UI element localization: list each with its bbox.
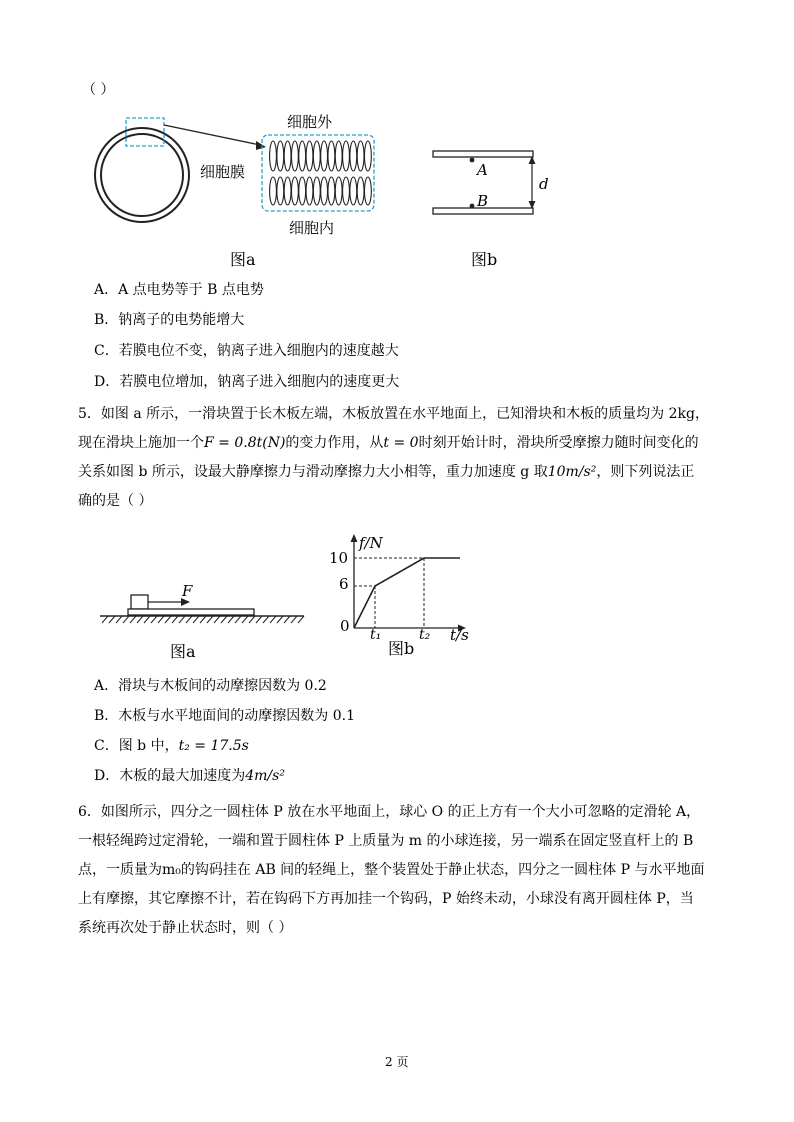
lipid-loop [277, 177, 284, 205]
q5-gravity-formula: 10m/s² [547, 464, 597, 480]
q5-line-1: 5．如图 a 所示，一滑块置于长木板左端，木板放置在水平地面上，已知滑块和木板的质量均为 2kg， [78, 406, 709, 422]
hatch-mark [221, 616, 227, 623]
hatch-mark [207, 616, 213, 623]
hatch-mark [179, 616, 185, 623]
lipid-loop [270, 177, 277, 205]
figure-cell-membrane [90, 105, 400, 275]
y-axis-label: f/N [359, 534, 383, 552]
hatch-mark [270, 616, 276, 623]
membrane-label: 细胞膜 [200, 163, 246, 181]
q5-line-3 [78, 458, 718, 487]
lipid-loop [343, 177, 350, 205]
lipid-loop [321, 177, 328, 205]
outside-label: 细胞外 [287, 113, 333, 131]
point-b-dot [470, 204, 475, 209]
friction-time-chart [318, 528, 493, 668]
hatch-mark [284, 616, 290, 623]
lipid-loop [335, 141, 342, 171]
t2-tick-label: t₂ [419, 627, 431, 643]
q4-option-b: B．钠离子的电势能增大 [94, 312, 245, 328]
figure-parallel-plates [425, 140, 555, 275]
figure-a-caption: 图a [230, 250, 256, 269]
hatch-mark [277, 616, 283, 623]
zoom-box-small [126, 118, 164, 146]
question-answer-bracket: （ ） [82, 82, 115, 98]
q5-option-c-formula: t₂ = 17.5s [178, 738, 249, 754]
force-label: F [182, 582, 193, 600]
t1-tick-label: t₁ [370, 627, 382, 643]
q6-line-4: 上有摩擦，其它摩擦不计，若在钩码下方再加挂一个钩码，P 始终未动，小球没有离开圆柱体 P，当 [78, 891, 694, 907]
lipid-loop [328, 141, 335, 171]
hatch-mark [263, 616, 269, 623]
point-a-label: A [477, 161, 488, 179]
lipid-loop [284, 177, 291, 205]
figure-slider-board [98, 580, 313, 665]
long-board [128, 609, 254, 615]
hatch-mark [249, 616, 255, 623]
hatch-mark [123, 616, 129, 623]
zoom-arrow-line [164, 125, 260, 145]
q6-line-3: 点，一质量为m₀的钩码挂在 AB 间的轻绳上，整个装置处于静止状态，四分之一圆柱体 P 与水平地面 [78, 862, 705, 878]
q6-line-5: 系统再次处于静止状态时，则（ ） [78, 920, 293, 936]
lipid-loop [357, 177, 364, 205]
origin-label: 0 [340, 617, 350, 635]
hatch-mark [186, 616, 192, 623]
figure-b2-caption: 图b [388, 639, 415, 658]
lipid-loop [306, 177, 313, 205]
q6-line-2: 一根轻绳跨过定滑轮，一端和置于圆柱体 P 上质量为 m 的小球连接，另一端系在固定竖直杆上的 B [78, 833, 694, 849]
ground-hatch [102, 616, 304, 623]
hatch-mark [172, 616, 178, 623]
q6-line-1: 6．如图所示，四分之一圆柱体 P 放在水平地面上，球心 O 的正上方有一个大小可忽略的定滑轮 A， [78, 804, 701, 820]
q4-option-c: C．若膜电位不变，钠离子进入细胞内的速度越大 [94, 343, 399, 359]
q5-line-2-c: 时刻开始计时，滑块所受摩擦力随时间变化的 [418, 435, 699, 451]
hatch-mark [291, 616, 297, 623]
lipid-loop [343, 141, 350, 171]
q5-option-c [94, 736, 249, 756]
lipid-loop [313, 177, 320, 205]
page-number: 2 页 [385, 1055, 409, 1069]
hatch-mark [158, 616, 164, 623]
slider-block [131, 595, 148, 609]
q5-line-2 [78, 429, 718, 458]
lipid-loop [365, 141, 372, 171]
x-axis-label: t/s [450, 626, 469, 644]
q5-option-a: A．滑块与木板间的动摩擦因数为 0.2 [94, 678, 327, 694]
q5-option-d-formula: 4m/s² [245, 768, 285, 784]
q5-t0-formula: t = 0 [383, 435, 419, 451]
hatch-mark [298, 616, 304, 623]
lipid-loop [292, 177, 299, 205]
hatch-mark [130, 616, 136, 623]
lipid-loop [321, 141, 328, 171]
lipid-loop [299, 177, 306, 205]
hatch-mark [193, 616, 199, 623]
q5-line-4: 确的是（ ） [78, 493, 153, 509]
lipid-loop [357, 141, 364, 171]
lipid-loop [306, 141, 313, 171]
hatch-mark [256, 616, 262, 623]
hatch-mark [200, 616, 206, 623]
figure-b-caption: 图b [471, 250, 498, 269]
q5-line-2-b: 的变力作用，从 [285, 435, 384, 451]
zoom-box-large [262, 135, 374, 211]
lipid-loop [313, 141, 320, 171]
lipid-loop [292, 141, 299, 171]
q5-line-2-a: 现在滑块上施加一个 [78, 435, 204, 451]
hatch-mark [109, 616, 115, 623]
hatch-mark [214, 616, 220, 623]
hatch-mark [102, 616, 108, 623]
hatch-mark [235, 616, 241, 623]
hatch-mark [228, 616, 234, 623]
q5-line-3-b: ，则下列说法正 [596, 464, 695, 480]
zoom-arrow-head [256, 141, 266, 150]
q5-option-d [94, 766, 285, 786]
y-axis-arrow [351, 534, 358, 542]
y-tick-6: 6 [339, 575, 349, 593]
lipid-loop [299, 141, 306, 171]
lipid-loop [350, 141, 357, 171]
q6-stem [78, 798, 718, 943]
figure-a2-caption: 图a [170, 642, 196, 661]
lipid-loop [284, 141, 291, 171]
q5-option-b: B．木板与水平地面间的动摩擦因数为 0.1 [94, 708, 356, 724]
friction-series-line [354, 558, 460, 628]
lipid-loop [365, 177, 372, 205]
q4-option-a: A．A 点电势等于 B 点电势 [94, 282, 264, 298]
hatch-mark [137, 616, 143, 623]
lipid-loop [270, 141, 277, 171]
lipid-loop [335, 177, 342, 205]
hatch-mark [151, 616, 157, 623]
q5-option-c-prefix: C．图 b 中， [94, 738, 179, 754]
hatch-mark [242, 616, 248, 623]
lipid-loop [328, 177, 335, 205]
hatch-mark [165, 616, 171, 623]
y-tick-10: 10 [329, 549, 349, 567]
q5-force-formula: F = 0.8t(N) [204, 435, 286, 451]
q4-option-d: D．若膜电位增加，钠离子进入细胞内的速度更大 [94, 374, 400, 390]
point-b-label: B [477, 192, 489, 210]
distance-label: d [539, 175, 549, 193]
lipid-bilayer [270, 141, 372, 205]
hatch-mark [116, 616, 122, 623]
lipid-loop [277, 141, 284, 171]
hatch-mark [144, 616, 150, 623]
point-a-dot [470, 158, 475, 163]
lipid-loop [350, 177, 357, 205]
upper-plate [433, 151, 533, 157]
cell-outer-circle [95, 128, 189, 222]
q5-option-d-prefix: D．木板的最大加速度为 [94, 768, 246, 784]
q5-line-3-a: 关系如图 b 所示，设最大静摩擦力与滑动摩擦力大小相等，重力加速度 g 取 [78, 464, 548, 480]
q5-stem [78, 400, 718, 516]
inside-label: 细胞内 [289, 219, 335, 237]
